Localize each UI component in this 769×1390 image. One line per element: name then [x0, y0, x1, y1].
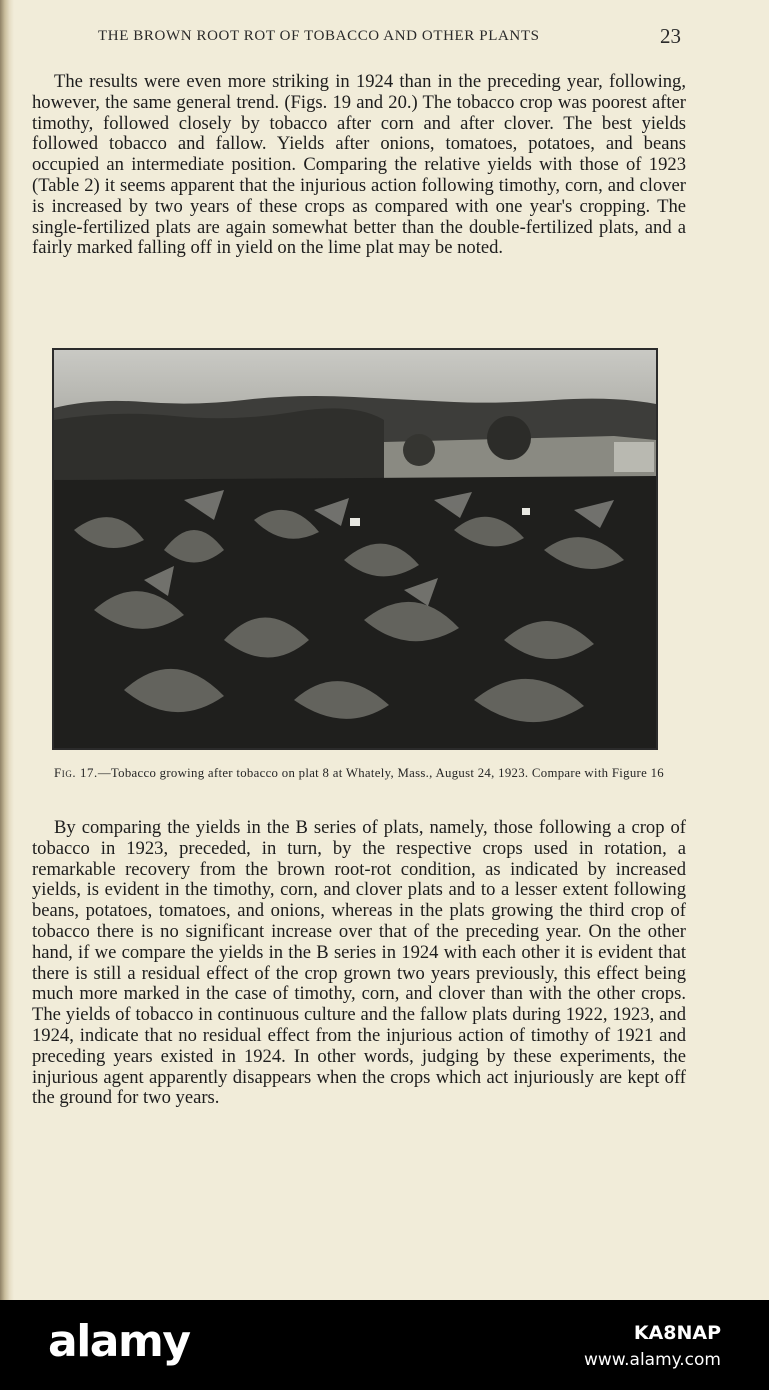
- figure-label: Fig. 17.: [54, 766, 98, 780]
- alamy-logo: alamy: [48, 1316, 190, 1367]
- paragraph-2: [32, 818, 686, 1109]
- image-id: KA8NAP: [633, 1322, 721, 1344]
- running-head: THE BROWN ROOT ROT OF TOBACCO AND OTHER PLANTS: [98, 28, 540, 44]
- figure-caption: [46, 766, 672, 780]
- page-binding-shadow: [0, 0, 14, 1300]
- tobacco-field-photo: [54, 350, 656, 748]
- watermark-footer: [0, 1300, 769, 1390]
- paragraph-1-text: The results were even more striking in 1924 than in the preceding year, following, however, the same general trend. (Figs. 19 and 20.) The tobacco crop was poorest after timothy, followed closely by tobacco after corn and after clover. The best yields followed tobacco and fallow. Yields after onions, tomatoes, potatoes, and beans occupied an intermediate position. Comparing the relative yields with those of 1923 (Table 2) it seems apparent that the injurious action following timothy, corn, and clover is increased by two years of these crops as compared with one year's cropping. The single-fertilized plats are again somewhat better than the double-fertilized plats, and a fairly marked falling off in yield on the lime plat may be noted.: [32, 71, 686, 259]
- site-url: www.alamy.com: [583, 1350, 721, 1370]
- figure-caption-text: —Tobacco growing after tobacco on plat 8 at Whately, Mass., August 24, 1923. Compare with Figure 16: [97, 766, 664, 780]
- figure-photo: [52, 348, 658, 750]
- page-number: 23: [660, 24, 681, 48]
- paragraph-2-text: By comparing the yields in the B series of plats, namely, those following a crop of tobacco in 1923, preceded, in turn, by the respective crops used in rotation, a remarkable recovery from the brown root-rot condition, as indicated by increased yields, is evident in the timothy, corn, and clover plats and to a lesser extent following beans, potatoes, tomatoes, and onions, whereas in the plats growing the third crop of tobacco there is no significant increase over that of the preceding year. On the other hand, if we compare the yields in the B series in 1924 with each other it is evident that there is still a residual effect of the crop grown two years previously, this effect being much more marked in the case of timothy, corn, and clover than with the other crops. The yields of tobacco in continuous culture and the fallow plats during 1922, 1923, and 1924, indicate that no residual effect from the injurious action of timothy of 1921 and preceding years existed in 1924. In other words, judging by these experiments, the injurious agent apparently disappears when the crops which act injuriously are kept off the ground for two years.: [32, 817, 686, 1109]
- paragraph-1: [32, 72, 686, 259]
